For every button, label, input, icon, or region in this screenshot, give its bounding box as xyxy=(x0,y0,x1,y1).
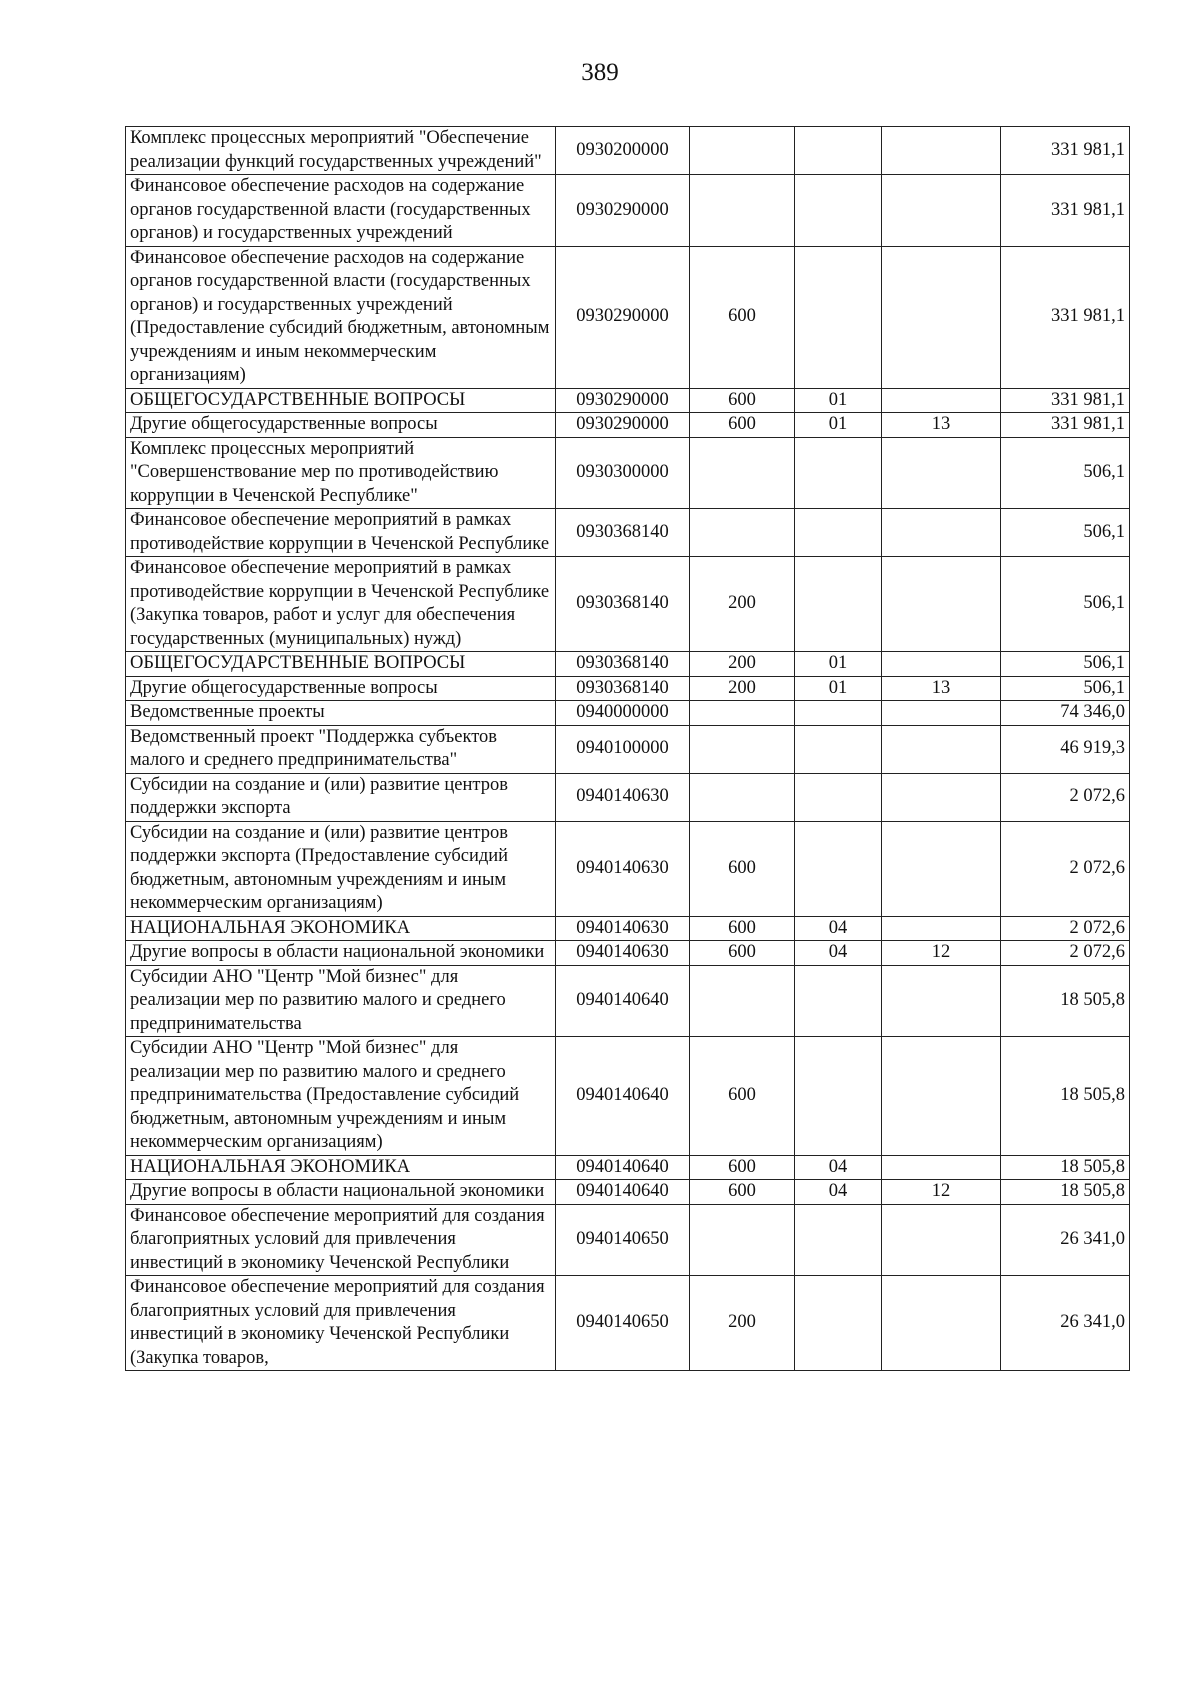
row-name-cell: Финансовое обеспечение мероприятий для создания благоприятных условий для привлечения инвестиций в экономику Чеченской Республики xyxy=(126,1204,556,1276)
expense-type-cell xyxy=(690,701,795,726)
subsection-code-cell xyxy=(882,1155,1001,1180)
target-article-code-cell: 0940140630 xyxy=(556,773,690,821)
section-code-cell xyxy=(795,246,882,388)
amount-cell: 331 981,1 xyxy=(1001,388,1130,413)
subsection-code-cell xyxy=(882,509,1001,557)
amount-cell: 26 341,0 xyxy=(1001,1276,1130,1371)
target-article-code-cell: 0930300000 xyxy=(556,437,690,509)
target-article-code-cell: 0940140630 xyxy=(556,941,690,966)
expense-type-cell: 600 xyxy=(690,1180,795,1205)
expense-type-cell: 600 xyxy=(690,413,795,438)
expense-type-cell: 600 xyxy=(690,941,795,966)
target-article-code-cell: 0930290000 xyxy=(556,388,690,413)
section-code-cell xyxy=(795,1037,882,1156)
target-article-code-cell: 0930368140 xyxy=(556,557,690,652)
subsection-code-cell: 12 xyxy=(882,941,1001,966)
table-row xyxy=(126,413,1130,438)
expense-type-cell xyxy=(690,175,795,247)
section-code-cell xyxy=(795,965,882,1037)
row-name-cell: Субсидии на создание и (или) развитие центров поддержки экспорта (Предоставление субсидий бюджетным, автономным учреждениям и иным некоммерческим организациям) xyxy=(126,821,556,916)
target-article-code-cell: 0940140650 xyxy=(556,1276,690,1371)
row-name-cell: НАЦИОНАЛЬНАЯ ЭКОНОМИКА xyxy=(126,1155,556,1180)
target-article-code-cell: 0930368140 xyxy=(556,509,690,557)
expense-type-cell: 200 xyxy=(690,676,795,701)
target-article-code-cell: 0940140630 xyxy=(556,821,690,916)
amount-cell: 506,1 xyxy=(1001,676,1130,701)
row-name-cell: ОБЩЕГОСУДАРСТВЕННЫЕ ВОПРОСЫ xyxy=(126,652,556,677)
target-article-code-cell: 0940140630 xyxy=(556,916,690,941)
table-row xyxy=(126,388,1130,413)
section-code-cell xyxy=(795,557,882,652)
table-row xyxy=(126,127,1130,175)
target-article-code-cell: 0940140640 xyxy=(556,965,690,1037)
row-name-cell: Финансовое обеспечение мероприятий в рамках противодействие коррупции в Чеченской Республике xyxy=(126,509,556,557)
target-article-code-cell: 0940000000 xyxy=(556,701,690,726)
amount-cell: 2 072,6 xyxy=(1001,821,1130,916)
subsection-code-cell xyxy=(882,821,1001,916)
subsection-code-cell xyxy=(882,1204,1001,1276)
section-code-cell xyxy=(795,1204,882,1276)
expense-type-cell xyxy=(690,127,795,175)
expense-type-cell: 600 xyxy=(690,821,795,916)
table-row xyxy=(126,965,1130,1037)
table-row xyxy=(126,821,1130,916)
table-row xyxy=(126,652,1130,677)
subsection-code-cell xyxy=(882,127,1001,175)
expense-type-cell xyxy=(690,1204,795,1276)
subsection-code-cell xyxy=(882,701,1001,726)
expense-type-cell: 600 xyxy=(690,246,795,388)
row-name-cell: Другие общегосударственные вопросы xyxy=(126,676,556,701)
amount-cell: 506,1 xyxy=(1001,509,1130,557)
row-name-cell: Финансовое обеспечение расходов на содержание органов государственной власти (государственных органов) и государственных учреждений (Предоставление субсидий бюджетным, автономным учреждениям и иным некоммерческим организациям) xyxy=(126,246,556,388)
amount-cell: 506,1 xyxy=(1001,437,1130,509)
expense-type-cell xyxy=(690,725,795,773)
table-row xyxy=(126,773,1130,821)
subsection-code-cell xyxy=(882,388,1001,413)
amount-cell: 2 072,6 xyxy=(1001,941,1130,966)
subsection-code-cell xyxy=(882,725,1001,773)
section-code-cell: 01 xyxy=(795,413,882,438)
row-name-cell: Ведомственный проект "Поддержка субъектов малого и среднего предпринимательства" xyxy=(126,725,556,773)
section-code-cell: 01 xyxy=(795,676,882,701)
row-name-cell: ОБЩЕГОСУДАРСТВЕННЫЕ ВОПРОСЫ xyxy=(126,388,556,413)
section-code-cell: 04 xyxy=(795,941,882,966)
table-row xyxy=(126,437,1130,509)
target-article-code-cell: 0930290000 xyxy=(556,175,690,247)
subsection-code-cell xyxy=(882,1276,1001,1371)
subsection-code-cell xyxy=(882,175,1001,247)
amount-cell: 2 072,6 xyxy=(1001,773,1130,821)
table-row xyxy=(126,676,1130,701)
target-article-code-cell: 0940140640 xyxy=(556,1180,690,1205)
section-code-cell: 01 xyxy=(795,388,882,413)
expense-type-cell: 600 xyxy=(690,1155,795,1180)
row-name-cell: Комплекс процессных мероприятий "Совершенствование мер по противодействию коррупции в Чеченской Республике" xyxy=(126,437,556,509)
table-row xyxy=(126,701,1130,726)
expense-type-cell xyxy=(690,509,795,557)
row-name-cell: НАЦИОНАЛЬНАЯ ЭКОНОМИКА xyxy=(126,916,556,941)
amount-cell: 18 505,8 xyxy=(1001,1155,1130,1180)
table-row xyxy=(126,557,1130,652)
budget-table xyxy=(125,126,1130,1371)
table-row xyxy=(126,246,1130,388)
subsection-code-cell: 13 xyxy=(882,413,1001,438)
row-name-cell: Субсидии АНО "Центр "Мой бизнес" для реализации мер по развитию малого и среднего предпринимательства (Предоставление субсидий бюджетным, автономным учреждениям и иным некоммерческим организациям) xyxy=(126,1037,556,1156)
target-article-code-cell: 0930290000 xyxy=(556,413,690,438)
row-name-cell: Другие вопросы в области национальной экономики xyxy=(126,941,556,966)
target-article-code-cell: 0940140640 xyxy=(556,1155,690,1180)
section-code-cell: 04 xyxy=(795,1155,882,1180)
target-article-code-cell: 0930200000 xyxy=(556,127,690,175)
subsection-code-cell xyxy=(882,773,1001,821)
expense-type-cell: 600 xyxy=(690,1037,795,1156)
table-row xyxy=(126,725,1130,773)
amount-cell: 506,1 xyxy=(1001,652,1130,677)
subsection-code-cell xyxy=(882,1037,1001,1156)
target-article-code-cell: 0930368140 xyxy=(556,676,690,701)
subsection-code-cell xyxy=(882,652,1001,677)
target-article-code-cell: 0940140650 xyxy=(556,1204,690,1276)
section-code-cell: 01 xyxy=(795,652,882,677)
row-name-cell: Финансовое обеспечение мероприятий в рамках противодействие коррупции в Чеченской Республике (Закупка товаров, работ и услуг для обеспечения государственных (муниципальных) нужд) xyxy=(126,557,556,652)
expense-type-cell xyxy=(690,773,795,821)
target-article-code-cell: 0930290000 xyxy=(556,246,690,388)
section-code-cell xyxy=(795,1276,882,1371)
amount-cell: 331 981,1 xyxy=(1001,246,1130,388)
subsection-code-cell xyxy=(882,916,1001,941)
section-code-cell xyxy=(795,773,882,821)
expense-type-cell: 200 xyxy=(690,1276,795,1371)
amount-cell: 18 505,8 xyxy=(1001,1180,1130,1205)
amount-cell: 18 505,8 xyxy=(1001,1037,1130,1156)
target-article-code-cell: 0940140640 xyxy=(556,1037,690,1156)
section-code-cell: 04 xyxy=(795,916,882,941)
expense-type-cell xyxy=(690,437,795,509)
subsection-code-cell xyxy=(882,437,1001,509)
amount-cell: 2 072,6 xyxy=(1001,916,1130,941)
table-row xyxy=(126,1180,1130,1205)
section-code-cell: 04 xyxy=(795,1180,882,1205)
row-name-cell: Комплекс процессных мероприятий "Обеспечение реализации функций государственных учреждений" xyxy=(126,127,556,175)
target-article-code-cell: 0930368140 xyxy=(556,652,690,677)
table-row xyxy=(126,509,1130,557)
amount-cell: 18 505,8 xyxy=(1001,965,1130,1037)
amount-cell: 46 919,3 xyxy=(1001,725,1130,773)
table-row xyxy=(126,1276,1130,1371)
row-name-cell: Финансовое обеспечение расходов на содержание органов государственной власти (государственных органов) и государственных учреждений xyxy=(126,175,556,247)
amount-cell: 331 981,1 xyxy=(1001,127,1130,175)
section-code-cell xyxy=(795,175,882,247)
table-row xyxy=(126,1037,1130,1156)
amount-cell: 26 341,0 xyxy=(1001,1204,1130,1276)
row-name-cell: Другие общегосударственные вопросы xyxy=(126,413,556,438)
row-name-cell: Финансовое обеспечение мероприятий для создания благоприятных условий для привлечения инвестиций в экономику Чеченской Республики (Закупка товаров, xyxy=(126,1276,556,1371)
subsection-code-cell: 12 xyxy=(882,1180,1001,1205)
table-row xyxy=(126,916,1130,941)
budget-table-body xyxy=(126,127,1130,1371)
page-number: 389 xyxy=(581,59,619,86)
amount-cell: 331 981,1 xyxy=(1001,175,1130,247)
expense-type-cell: 600 xyxy=(690,916,795,941)
section-code-cell xyxy=(795,437,882,509)
table-row xyxy=(126,175,1130,247)
table-row xyxy=(126,941,1130,966)
amount-cell: 506,1 xyxy=(1001,557,1130,652)
section-code-cell xyxy=(795,509,882,557)
table-row xyxy=(126,1155,1130,1180)
section-code-cell xyxy=(795,725,882,773)
subsection-code-cell xyxy=(882,965,1001,1037)
amount-cell: 331 981,1 xyxy=(1001,413,1130,438)
expense-type-cell: 200 xyxy=(690,557,795,652)
row-name-cell: Субсидии на создание и (или) развитие центров поддержки экспорта xyxy=(126,773,556,821)
row-name-cell: Ведомственные проекты xyxy=(126,701,556,726)
row-name-cell: Другие вопросы в области национальной экономики xyxy=(126,1180,556,1205)
section-code-cell xyxy=(795,701,882,726)
amount-cell: 74 346,0 xyxy=(1001,701,1130,726)
section-code-cell xyxy=(795,127,882,175)
subsection-code-cell xyxy=(882,557,1001,652)
target-article-code-cell: 0940100000 xyxy=(556,725,690,773)
row-name-cell: Субсидии АНО "Центр "Мой бизнес" для реализации мер по развитию малого и среднего предпринимательства xyxy=(126,965,556,1037)
expense-type-cell: 600 xyxy=(690,388,795,413)
expense-type-cell: 200 xyxy=(690,652,795,677)
expense-type-cell xyxy=(690,965,795,1037)
section-code-cell xyxy=(795,821,882,916)
subsection-code-cell: 13 xyxy=(882,676,1001,701)
subsection-code-cell xyxy=(882,246,1001,388)
table-row xyxy=(126,1204,1130,1276)
